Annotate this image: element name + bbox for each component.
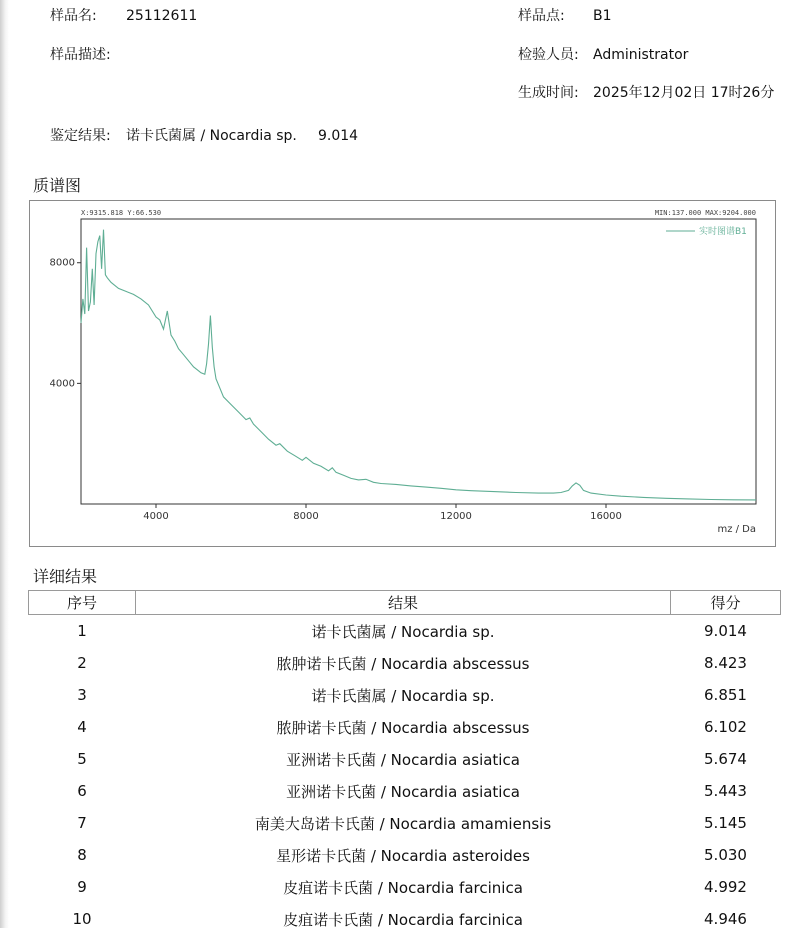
- page-shadow-edge: [0, 0, 9, 928]
- row-score: 5.674: [671, 743, 781, 775]
- table-row: [29, 743, 781, 775]
- x-tick-label: 4000: [143, 511, 168, 522]
- row-index: 6: [29, 775, 136, 807]
- row-result: 诺卡氏菌属 / Nocardia sp.: [136, 679, 671, 711]
- row-index: 10: [29, 903, 136, 935]
- row-index: 5: [29, 743, 136, 775]
- details-section-title: 详细结果: [33, 567, 97, 587]
- table-header-row: [29, 591, 781, 615]
- table-row: [29, 839, 781, 871]
- results-table: [28, 590, 781, 935]
- y-tick-label: 8000: [50, 258, 75, 269]
- table-row: [29, 647, 781, 679]
- table-row: [29, 615, 781, 648]
- col-header-index: 序号: [29, 591, 136, 615]
- generated-time-value: 2025年12月02日 17时26分: [593, 84, 774, 102]
- row-index: 7: [29, 807, 136, 839]
- y-axis: [50, 258, 81, 390]
- row-score: 4.992: [671, 871, 781, 903]
- row-index: 1: [29, 615, 136, 648]
- row-score: 4.946: [671, 903, 781, 935]
- x-tick-label: 12000: [440, 511, 472, 522]
- min-max-readout: MIN:137.000 MAX:9204.000: [655, 209, 756, 217]
- row-result: 南美大岛诺卡氏菌 / Nocardia amamiensis: [136, 807, 671, 839]
- sample-desc-label: 样品描述:: [50, 46, 111, 64]
- row-score: 5.030: [671, 839, 781, 871]
- row-score: 6.102: [671, 711, 781, 743]
- row-score: 5.145: [671, 807, 781, 839]
- y-tick-label: 4000: [50, 378, 75, 389]
- row-index: 8: [29, 839, 136, 871]
- table-row: [29, 775, 781, 807]
- table-row: [29, 711, 781, 743]
- row-result: 星形诺卡氏菌 / Nocardia asteroides: [136, 839, 671, 871]
- table-row: [29, 679, 781, 711]
- row-score: 6.851: [671, 679, 781, 711]
- x-tick-label: 16000: [590, 511, 622, 522]
- sample-point-label: 样品点:: [518, 7, 565, 25]
- ident-result-label: 鉴定结果:: [50, 127, 111, 145]
- legend-label: 实时图谱B1: [699, 225, 747, 237]
- table-body: [29, 615, 781, 935]
- row-index: 4: [29, 711, 136, 743]
- row-result: 脓肿诺卡氏菌 / Nocardia abscessus: [136, 647, 671, 679]
- x-axis: [143, 504, 622, 522]
- col-header-score: 得分: [671, 591, 781, 615]
- mass-spectrum-chart: [29, 200, 776, 547]
- sample-name-value: 25112611: [126, 7, 197, 25]
- row-score: 8.423: [671, 647, 781, 679]
- row-result: 亚洲诺卡氏菌 / Nocardia asiatica: [136, 743, 671, 775]
- col-header-result: 结果: [136, 591, 671, 615]
- row-result: 亚洲诺卡氏菌 / Nocardia asiatica: [136, 775, 671, 807]
- x-axis-label: mz / Da: [717, 524, 756, 535]
- row-result: 脓肿诺卡氏菌 / Nocardia abscessus: [136, 711, 671, 743]
- cursor-readout: X:9315.818 Y:66.530: [81, 209, 161, 217]
- row-result: 皮疽诺卡氏菌 / Nocardia farcinica: [136, 871, 671, 903]
- row-score: 5.443: [671, 775, 781, 807]
- row-index: 2: [29, 647, 136, 679]
- sample-name-label: 样品名:: [50, 7, 97, 25]
- table-row: [29, 903, 781, 935]
- row-result: 皮疽诺卡氏菌 / Nocardia farcinica: [136, 903, 671, 935]
- table-row: [29, 807, 781, 839]
- row-result: 诺卡氏菌属 / Nocardia sp.: [136, 615, 671, 648]
- inspector-value: Administrator: [593, 46, 688, 64]
- inspector-label: 检验人员:: [518, 46, 579, 64]
- ident-result-score: 9.014: [318, 127, 358, 145]
- sample-point-value: B1: [593, 7, 612, 25]
- ident-result-value: 诺卡氏菌属 / Nocardia sp.: [126, 127, 297, 145]
- row-index: 9: [29, 871, 136, 903]
- x-tick-label: 8000: [293, 511, 318, 522]
- spectrum-svg: [30, 201, 775, 546]
- row-index: 3: [29, 679, 136, 711]
- plot-frame: [81, 219, 756, 504]
- spectrum-line: [81, 230, 756, 500]
- row-score: 9.014: [671, 615, 781, 648]
- spectrum-section-title: 质谱图: [33, 176, 81, 196]
- generated-time-label: 生成时间:: [518, 84, 579, 102]
- table-row: [29, 871, 781, 903]
